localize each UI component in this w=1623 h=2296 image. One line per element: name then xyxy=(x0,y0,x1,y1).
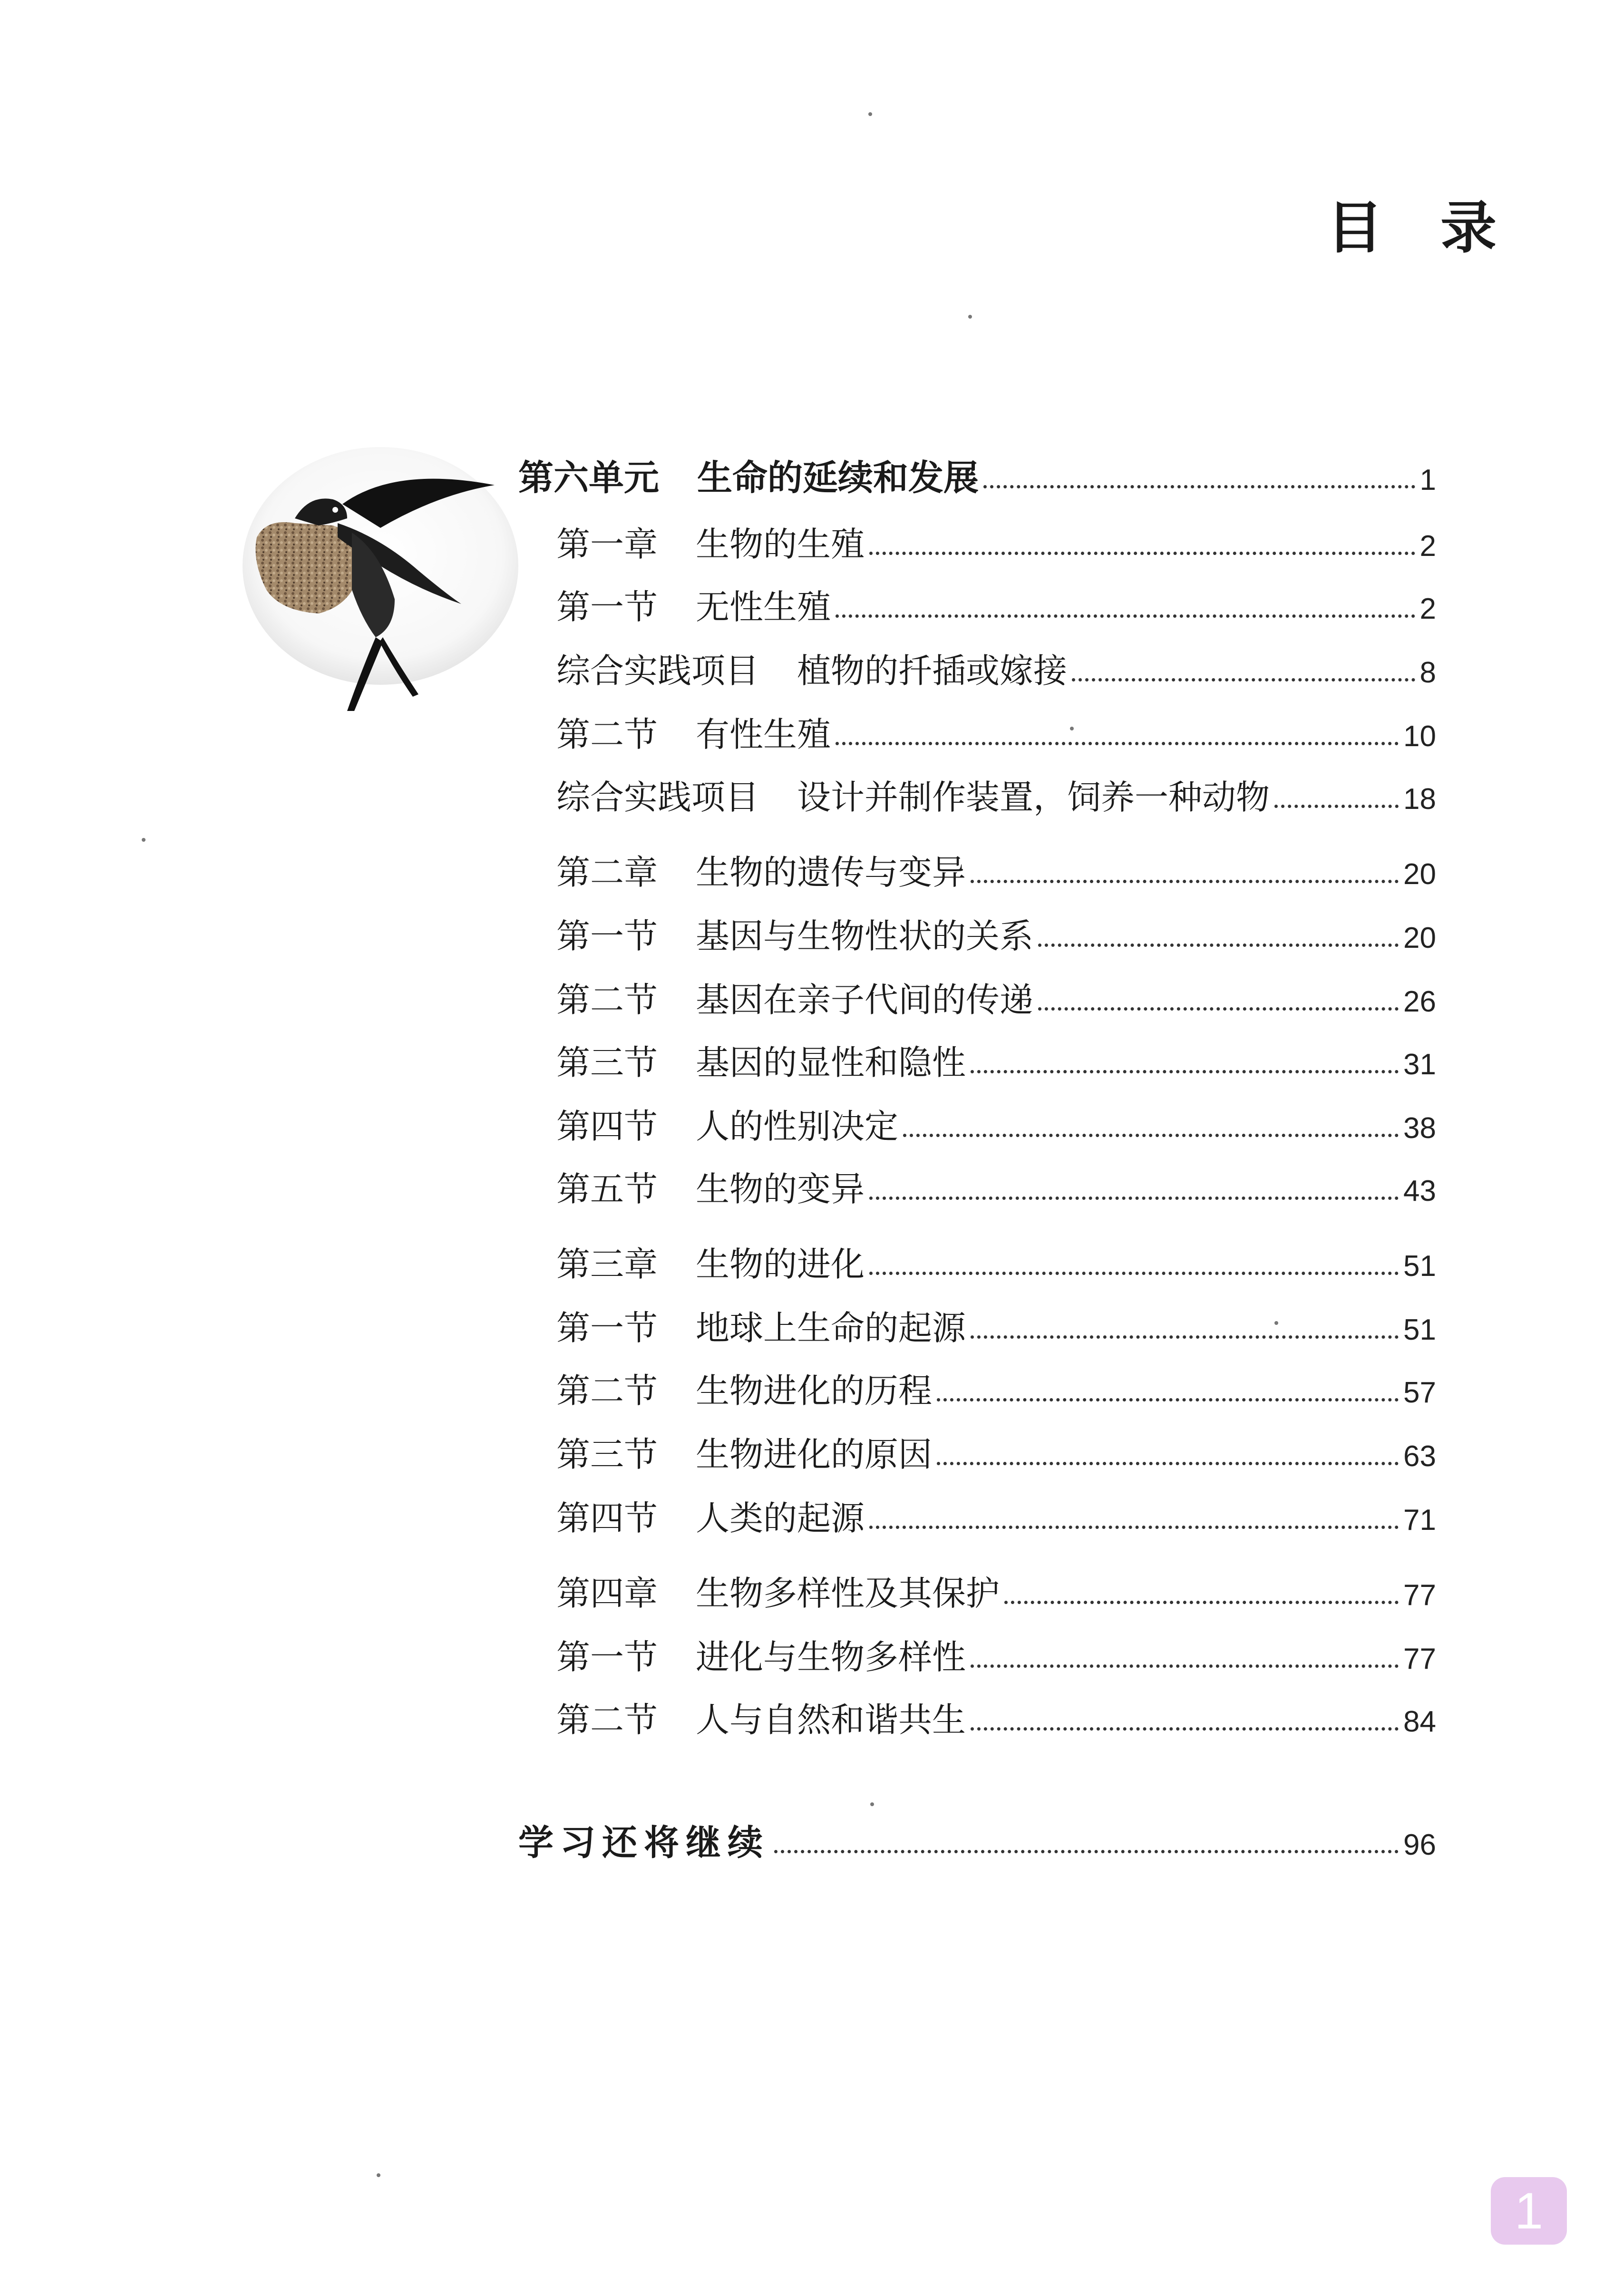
toc-entry-title: 生命的延续和发展 xyxy=(697,457,979,498)
toc-entry-title: 生物多样性及其保护 xyxy=(696,1574,1000,1613)
toc-entry[interactable] xyxy=(556,1307,1436,1350)
toc-entry-lead: 第四节 xyxy=(556,1107,658,1146)
page-number-badge: 1 xyxy=(1491,2177,1567,2245)
toc-entry-page: 77 xyxy=(1403,1643,1436,1675)
toc-entry-page: 18 xyxy=(1403,783,1436,816)
toc-entry[interactable] xyxy=(556,1041,1436,1084)
toc-entry-title: 学习还将继续 xyxy=(518,1822,769,1863)
dot-leader xyxy=(971,1664,1399,1668)
toc-entry[interactable] xyxy=(556,1572,1436,1615)
toc-entry-lead: 综合实践项目 xyxy=(556,651,759,691)
dot-leader xyxy=(1274,805,1399,808)
toc-entry-final[interactable] xyxy=(518,1821,1436,1864)
dot-leader xyxy=(836,742,1399,745)
dot-leader xyxy=(971,1335,1399,1339)
toc-entry[interactable] xyxy=(556,851,1436,894)
dot-leader xyxy=(1038,944,1399,947)
toc-entry[interactable] xyxy=(556,1636,1436,1679)
dot-leader xyxy=(1038,1007,1399,1011)
toc-entry-page: 84 xyxy=(1403,1705,1436,1738)
toc-entry-title: 生物的变异 xyxy=(696,1169,865,1209)
toc-entry[interactable] xyxy=(556,1370,1436,1412)
toc-entry-lead: 第五节 xyxy=(556,1169,658,1209)
scan-speck xyxy=(377,2173,380,2177)
toc-entry-title: 基因与生物性状的关系 xyxy=(696,916,1034,956)
toc-entry-page: 71 xyxy=(1403,1504,1436,1537)
toc-entry-lead: 第一节 xyxy=(556,1308,658,1348)
toc-entry-title: 生物进化的历程 xyxy=(696,1371,933,1411)
toc-entry[interactable] xyxy=(556,1497,1436,1540)
dot-leader xyxy=(869,1526,1399,1529)
toc-entry-title: 生物进化的原因 xyxy=(696,1435,933,1474)
dot-leader xyxy=(836,614,1415,618)
toc-entry-lead: 第一节 xyxy=(556,587,658,627)
dot-leader xyxy=(971,1727,1399,1731)
toc-entry-page: 43 xyxy=(1403,1175,1436,1207)
toc-entry-lead: 第四节 xyxy=(556,1498,658,1538)
toc-entry-lead: 第一章 xyxy=(556,525,658,564)
scan-speck xyxy=(968,315,972,319)
toc-entry-lead: 第二章 xyxy=(556,853,658,892)
toc-entry-title: 生物的生殖 xyxy=(696,525,865,564)
toc-entry-title: 生物的遗传与变异 xyxy=(696,853,966,892)
toc-entry[interactable] xyxy=(556,1699,1436,1741)
toc-entry[interactable] xyxy=(556,523,1436,566)
toc-entry-title: 植物的扦插或嫁接 xyxy=(797,651,1068,691)
toc-entry-lead: 综合实践项目 xyxy=(556,778,759,817)
toc-entry-page: 8 xyxy=(1419,656,1436,689)
toc-entry-lead: 第二节 xyxy=(556,715,658,754)
scan-speck xyxy=(1070,727,1074,730)
dot-leader xyxy=(983,485,1415,488)
scan-speck xyxy=(142,838,146,842)
toc-entry-page: 10 xyxy=(1403,720,1436,753)
dot-leader xyxy=(971,880,1399,883)
toc-entry-page: 20 xyxy=(1403,858,1436,891)
toc-entry[interactable] xyxy=(556,1433,1436,1476)
toc-entry[interactable] xyxy=(556,650,1436,692)
dot-leader xyxy=(903,1134,1399,1137)
toc-entry-page: 63 xyxy=(1403,1440,1436,1473)
dot-leader xyxy=(1004,1601,1399,1604)
toc-entry-page: 77 xyxy=(1403,1579,1436,1612)
scan-speck xyxy=(868,112,872,116)
toc-entry-title: 基因在亲子代间的传递 xyxy=(696,980,1034,1020)
toc-entry[interactable] xyxy=(556,1243,1436,1286)
dot-leader xyxy=(869,552,1415,555)
toc-entry-title: 人类的起源 xyxy=(696,1498,865,1538)
toc-entry[interactable] xyxy=(556,1168,1436,1211)
toc-entry-title: 人的性别决定 xyxy=(696,1107,899,1146)
toc-entry-lead: 第六单元 xyxy=(518,457,659,498)
scan-speck xyxy=(870,1802,874,1806)
toc-entry[interactable] xyxy=(556,979,1436,1022)
page-title: 目 录 xyxy=(1327,195,1516,261)
toc-entry-title: 基因的显性和隐性 xyxy=(696,1043,966,1082)
dot-leader xyxy=(937,1398,1399,1401)
dot-leader xyxy=(1072,678,1415,681)
toc-entry-lead: 第四章 xyxy=(556,1574,658,1613)
toc-entry[interactable] xyxy=(556,1105,1436,1148)
toc-entry-title: 生物的进化 xyxy=(696,1245,865,1284)
toc-entry-lead: 第三节 xyxy=(556,1435,658,1474)
toc-entry[interactable] xyxy=(556,776,1436,819)
toc-entry[interactable] xyxy=(556,586,1436,629)
scan-speck xyxy=(1274,1321,1278,1325)
toc-entry-lead: 第一节 xyxy=(556,916,658,956)
dot-leader xyxy=(774,1850,1399,1853)
toc-entry-page: 31 xyxy=(1403,1048,1436,1081)
toc-entry-lead: 第一节 xyxy=(556,1637,658,1677)
toc-entry[interactable] xyxy=(556,915,1436,958)
toc-entry-title: 有性生殖 xyxy=(696,715,831,754)
toc-entry-page: 2 xyxy=(1419,530,1436,563)
toc-entry-title: 人与自然和谐共生 xyxy=(696,1700,966,1740)
toc-entry-title: 设计并制作装置，饲养一种动物 xyxy=(797,778,1270,817)
toc-entry-page: 51 xyxy=(1403,1313,1436,1346)
toc-entry-page: 96 xyxy=(1403,1829,1436,1861)
toc-entry-page: 26 xyxy=(1403,985,1436,1018)
dot-leader xyxy=(971,1070,1399,1073)
dot-leader xyxy=(869,1197,1399,1200)
toc-entry[interactable] xyxy=(518,457,1436,499)
toc-entry-page: 51 xyxy=(1403,1250,1436,1283)
toc-entry-title: 地球上生命的起源 xyxy=(696,1308,966,1348)
toc-entry-page: 1 xyxy=(1419,464,1436,496)
toc-entry-lead: 第二节 xyxy=(556,1700,658,1740)
toc-entry-page: 20 xyxy=(1403,922,1436,954)
toc-entry-page: 38 xyxy=(1403,1112,1436,1145)
toc-entry-title: 无性生殖 xyxy=(696,587,831,627)
toc-entry-page: 2 xyxy=(1419,593,1436,625)
toc-entry-title: 进化与生物多样性 xyxy=(696,1637,966,1677)
dot-leader xyxy=(937,1462,1399,1465)
toc-entry-lead: 第二节 xyxy=(556,980,658,1020)
toc-entry-lead: 第三章 xyxy=(556,1245,658,1284)
toc-entry-lead: 第二节 xyxy=(556,1371,658,1411)
toc-entry[interactable] xyxy=(556,713,1436,756)
dot-leader xyxy=(869,1272,1399,1275)
toc-entry-lead: 第三节 xyxy=(556,1043,658,1082)
toc-entry-page: 57 xyxy=(1403,1376,1436,1409)
